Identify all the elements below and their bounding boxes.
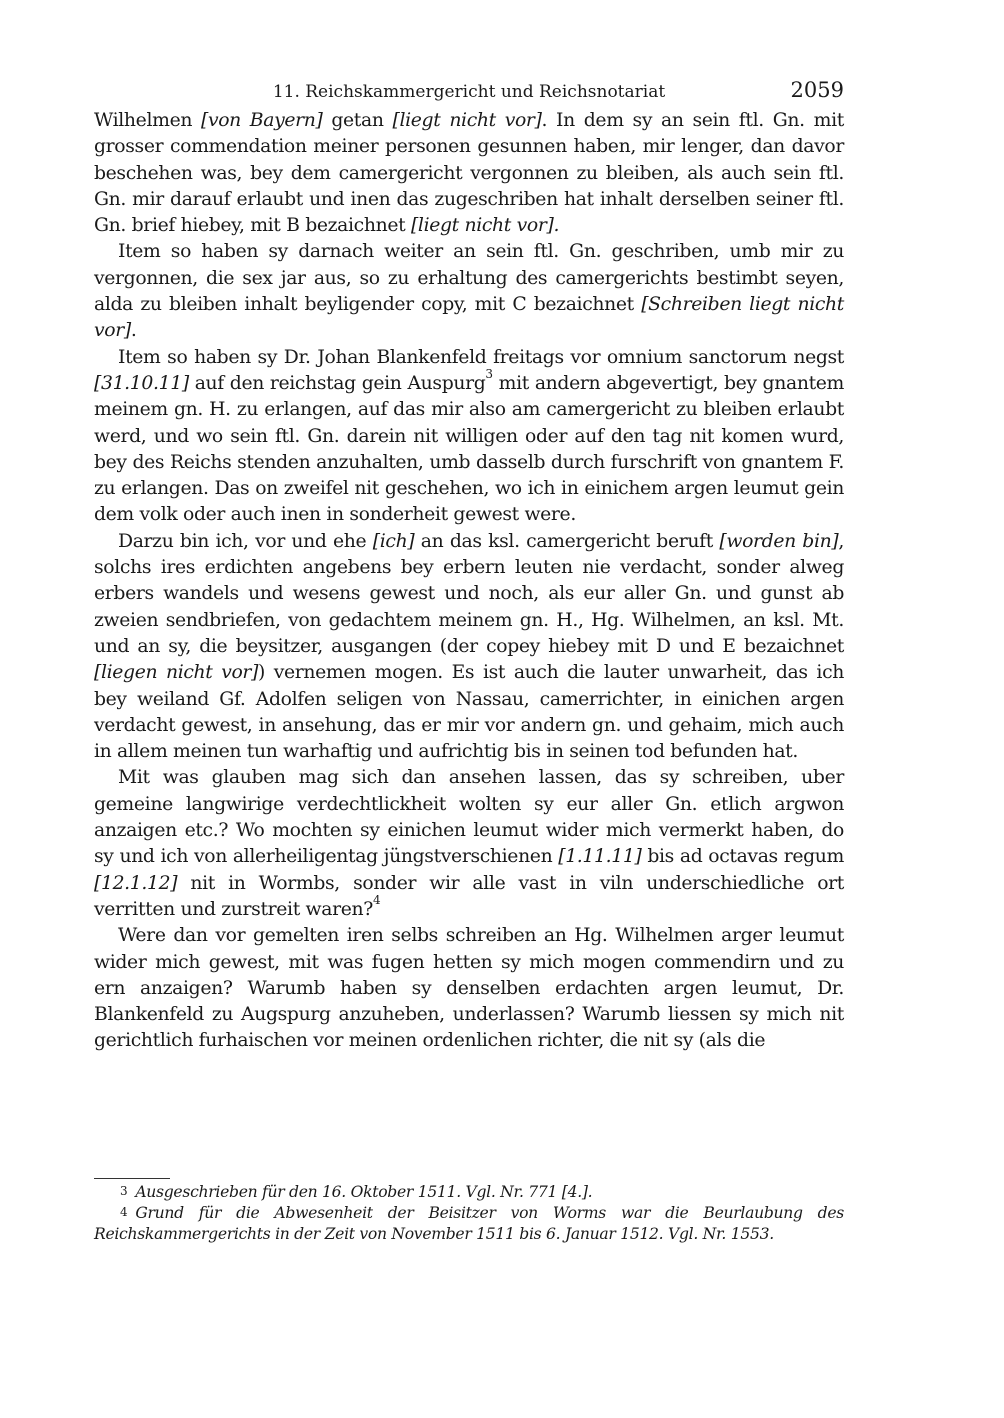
text-run: auf den reichstag gein Auspurg: [188, 372, 486, 394]
footnotes: [94, 1182, 844, 1245]
editorial-note: [liegt nicht vor].: [410, 215, 560, 237]
text-run: an das ksl. camergericht beruft: [414, 530, 720, 552]
text-run: Item so haben sy Dr. Johan Blankenfeld freitags vor omnium sanctorum negst: [118, 346, 844, 368]
running-head: [94, 76, 844, 108]
editorial-note: [1.11.11]: [558, 846, 642, 868]
body-text: [94, 108, 844, 1055]
editorial-note: [liegen nicht vor]: [94, 662, 259, 684]
editorial-note: [worden bin]: [719, 530, 839, 552]
paragraph: [94, 923, 844, 1054]
editorial-note: [31.10.11]: [94, 372, 189, 394]
footnote-rule: [94, 1178, 170, 1179]
text-run: Were dan vor gemelten iren selbs schreiben an Hg. Wilhelmen arger leumut wider mich gewest, mit was fugen hetten sy mich mogen commendirn und zu ern anzaigen? Warumb haben sy denselben erdachten argen leumut, Dr. Blankenfeld zu Augspurg anzuheben, underlassen? Warumb liessen sy mich nit gerichtlich furhaischen vor meinen ordenlichen richter, die nit sy (als die: [94, 925, 844, 1052]
paragraph: [94, 765, 844, 923]
paragraph: [94, 345, 844, 529]
text-run: Mit was glauben mag sich dan ansehen lassen, das sy schreiben, uber gemeine langwirige verdechtlickheit wolten sy eur aller Gn. etlich argwon anzaigen etc.? Wo mochten sy einichen leumut wider mich vermerkt haben, do sy und ich von allerheiligentag jüngstverschienen: [94, 767, 844, 868]
footnote-reference: 4: [372, 892, 381, 907]
editorial-note: [Schreiben liegt nicht vor]: [94, 294, 844, 342]
text-run: .: [130, 320, 137, 342]
text-run: mit andern abgevertigt, bey gnantem meinem gn. H. zu erlangen, auf das mir also am camergericht zu bleiben erlaubt werd, und wo sein ftl. Gn. darein nit willigen oder auf den tag nit komen wurd, bey des Reichs stenden anzuhalten, umb dasselb durch furschrift von gnantem F. zu erlangen. Das on zweifel nit geschehen, wo ich in einichem argen leumut gein dem volk oder auch inen in sonderheit gewest were.: [94, 372, 844, 526]
footnote-text: Ausgeschrieben für den 16. Oktober 1511. Vgl. Nr. 771 [4.].: [135, 1183, 593, 1201]
footnote-reference: 3: [485, 366, 493, 381]
text-run: . In dem sy an sein ftl. Gn. mit grosser commendation meiner personen gesunnen haben, mir lenger, dan davor beschehen was, bey dem camergericht vergonnen zu bleiben, als auch sein ftl. Gn. mir darauf erlaubt und inen das zugeschriben hat inhalt derselben seiner ftl. Gn. brief hiebey, mit B bezaichnet: [94, 110, 844, 237]
footnote-number: 3: [120, 1184, 128, 1198]
paragraph: [94, 529, 844, 766]
document-page: [94, 76, 844, 1055]
editorial-note: [ich]: [372, 530, 415, 552]
paragraph: [94, 239, 844, 344]
text-run: nit in Wormbs, sonder wir alle vast in viln underschiedliche ort verritten und zurstreit waren?: [94, 872, 844, 920]
footnote-text: Grund für die Abwesenheit der Beisitzer von Worms war die Beurlaubung des Reichskammergerichts in der Zeit von November 1511 bis 6. Januar 1512. Vgl. Nr. 1553.: [94, 1204, 844, 1243]
text-run: Wilhelmen: [94, 110, 201, 131]
text-run: , solchs ires erdichten angebens bey erbern leuten nie verdacht, sonder alweg erbers wandels und wesens gewest und noch, als eur aller Gn. und gunst ab zweien sendbriefen, von gedachtem meinem gn. H., Hg. Wilhelmen, an ksl. Mt. und an sy, die beysitzer, ausgangen (der copey hiebey mit D und E bezaichnet: [94, 530, 844, 657]
text-run: getan: [322, 110, 393, 131]
editorial-note: [liegt nicht vor]: [392, 110, 542, 131]
running-title: 11. Reichskammergericht und Reichsnotariat: [272, 82, 666, 102]
editorial-note: [von Bayern]: [200, 110, 323, 131]
footnote-number: 4: [120, 1205, 128, 1219]
page-number: 2059: [790, 78, 844, 102]
text-run: bis ad octavas regum: [641, 846, 844, 868]
text-run: ) vernemen mogen. Es ist auch die lauter unwarheit, das ich bey weiland Gf. Adolfen seligen von Nassau, camerrichter, in einichen argen verdacht gewest, in ansehung, das er mir vor andern gn. und gehaim, mich auch in allem meinen tun warhaftig und aufrichtig bis in seinen tod befunden hat.: [94, 662, 844, 763]
footnote: [94, 1203, 844, 1245]
text-run: Item so haben sy darnach weiter an sein ftl. Gn. geschriben, umb mir zu vergonnen, die sex jar aus, so zu erhaltung des camergerichts bestimbt seyen, alda zu bleiben inhalt beyligender copy, mit C bezaichnet: [94, 241, 844, 316]
text-run: Darzu bin ich, vor und ehe: [118, 530, 373, 552]
editorial-note: [12.1.12]: [94, 872, 178, 894]
footnote: [94, 1182, 844, 1203]
paragraph: [94, 108, 844, 239]
